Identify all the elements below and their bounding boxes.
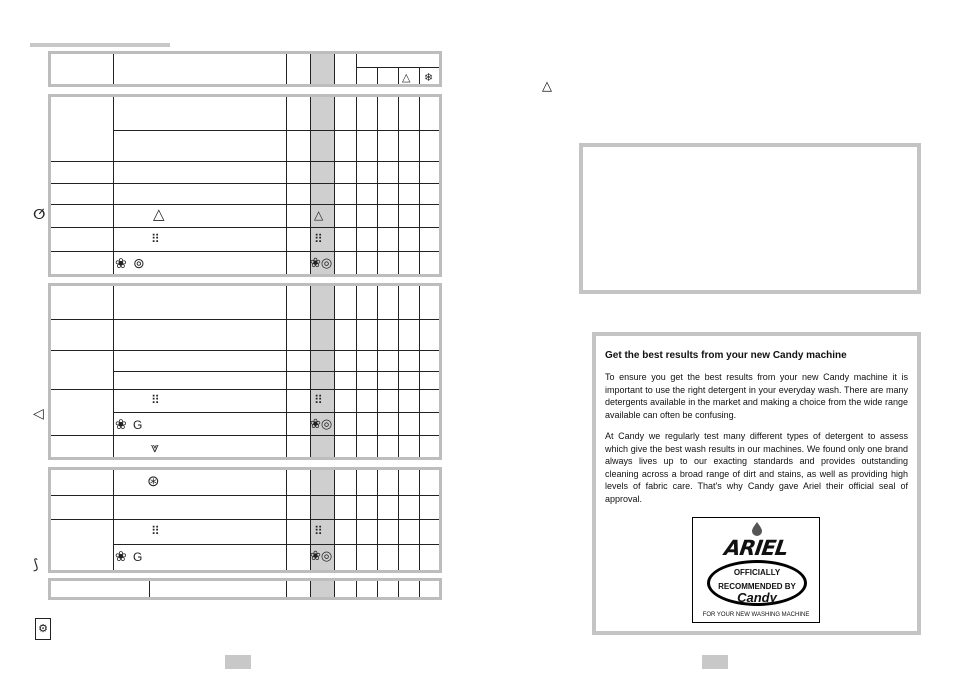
seal-footer: FOR YOUR NEW WASHING MACHINE (702, 612, 810, 618)
page-number-left (225, 655, 251, 669)
snowflake-icon: ❄ (424, 72, 434, 84)
spray-icon: ⠿ (151, 524, 160, 538)
recommended-oval (707, 560, 807, 606)
ariel-recommendation-box (592, 332, 921, 635)
ariel-drop-icon (749, 521, 765, 537)
spray-icon: ⠿ (314, 524, 323, 538)
header-bar (30, 43, 170, 47)
spray-icon: ⠿ (151, 232, 160, 246)
synthetics-panel (48, 283, 442, 460)
page-number-right (702, 655, 728, 669)
spray-icon: ⠿ (314, 393, 323, 407)
flower-icon: ❀ (115, 255, 127, 271)
wool-icon: ⟆ (33, 556, 39, 572)
dryer-icon: ❀◎ (310, 416, 333, 431)
candy-logo: Candy (737, 590, 777, 605)
ariel-paragraph-1: To ensure you get the best results from your new Candy machine it is important to use the right detergent in your everyday wash. There are many detergents available in the market and making a choice from the wide range available can often be confusing. (605, 372, 908, 420)
seal-line-2: RECOMMENDED BY (718, 582, 796, 591)
dryer-icon: ❀◎ (310, 548, 333, 563)
ariel-paragraph-2: At Candy we regularly test many different types of detergent to assess which give the best wash results in our machines. We found only one brand always lives up to our exacting standards and provides outstanding cleaning across a broad range of dirt and stains, as well as providing high levels of fabric care. That's why Candy gave Ariel their official seal of approval. (605, 431, 908, 504)
ariel-logo: ARIEL (722, 536, 790, 560)
short-spin-icon: G (133, 418, 143, 432)
warning-triangle-icon: △ (542, 78, 552, 93)
table-header-panel (48, 51, 442, 87)
short-spin-icon: G (133, 550, 143, 564)
flower-icon: ❀ (115, 548, 127, 564)
ariel-seal (692, 517, 820, 623)
wool-panel (48, 467, 442, 573)
cotton-panel (48, 94, 442, 277)
spray-icon: ⠿ (314, 232, 323, 246)
bottom-panel (48, 578, 442, 600)
flower-icon: ❀ (115, 416, 127, 432)
dryer-icon: ❀◎ (310, 255, 333, 270)
spin-icon: ⊚ (133, 255, 145, 271)
warning-box (579, 143, 921, 294)
detergent-icon: ⚙ (35, 618, 51, 640)
ariel-title: Get the best results from your new Candy machine (605, 350, 847, 361)
triangle-icon: △ (314, 208, 324, 222)
triangle-icon: △ (153, 206, 165, 223)
spray-icon: ⠿ (151, 393, 160, 407)
wool-ball-icon: ⊛ (147, 473, 160, 490)
synthetics-icon: ◁ (33, 405, 44, 421)
triangle-icon: △ (402, 72, 411, 84)
drain-icon: ⩔ (151, 439, 159, 455)
seal-line-1: OFFICIALLY (733, 568, 781, 577)
cotton-icon: ⵚ (33, 206, 46, 222)
